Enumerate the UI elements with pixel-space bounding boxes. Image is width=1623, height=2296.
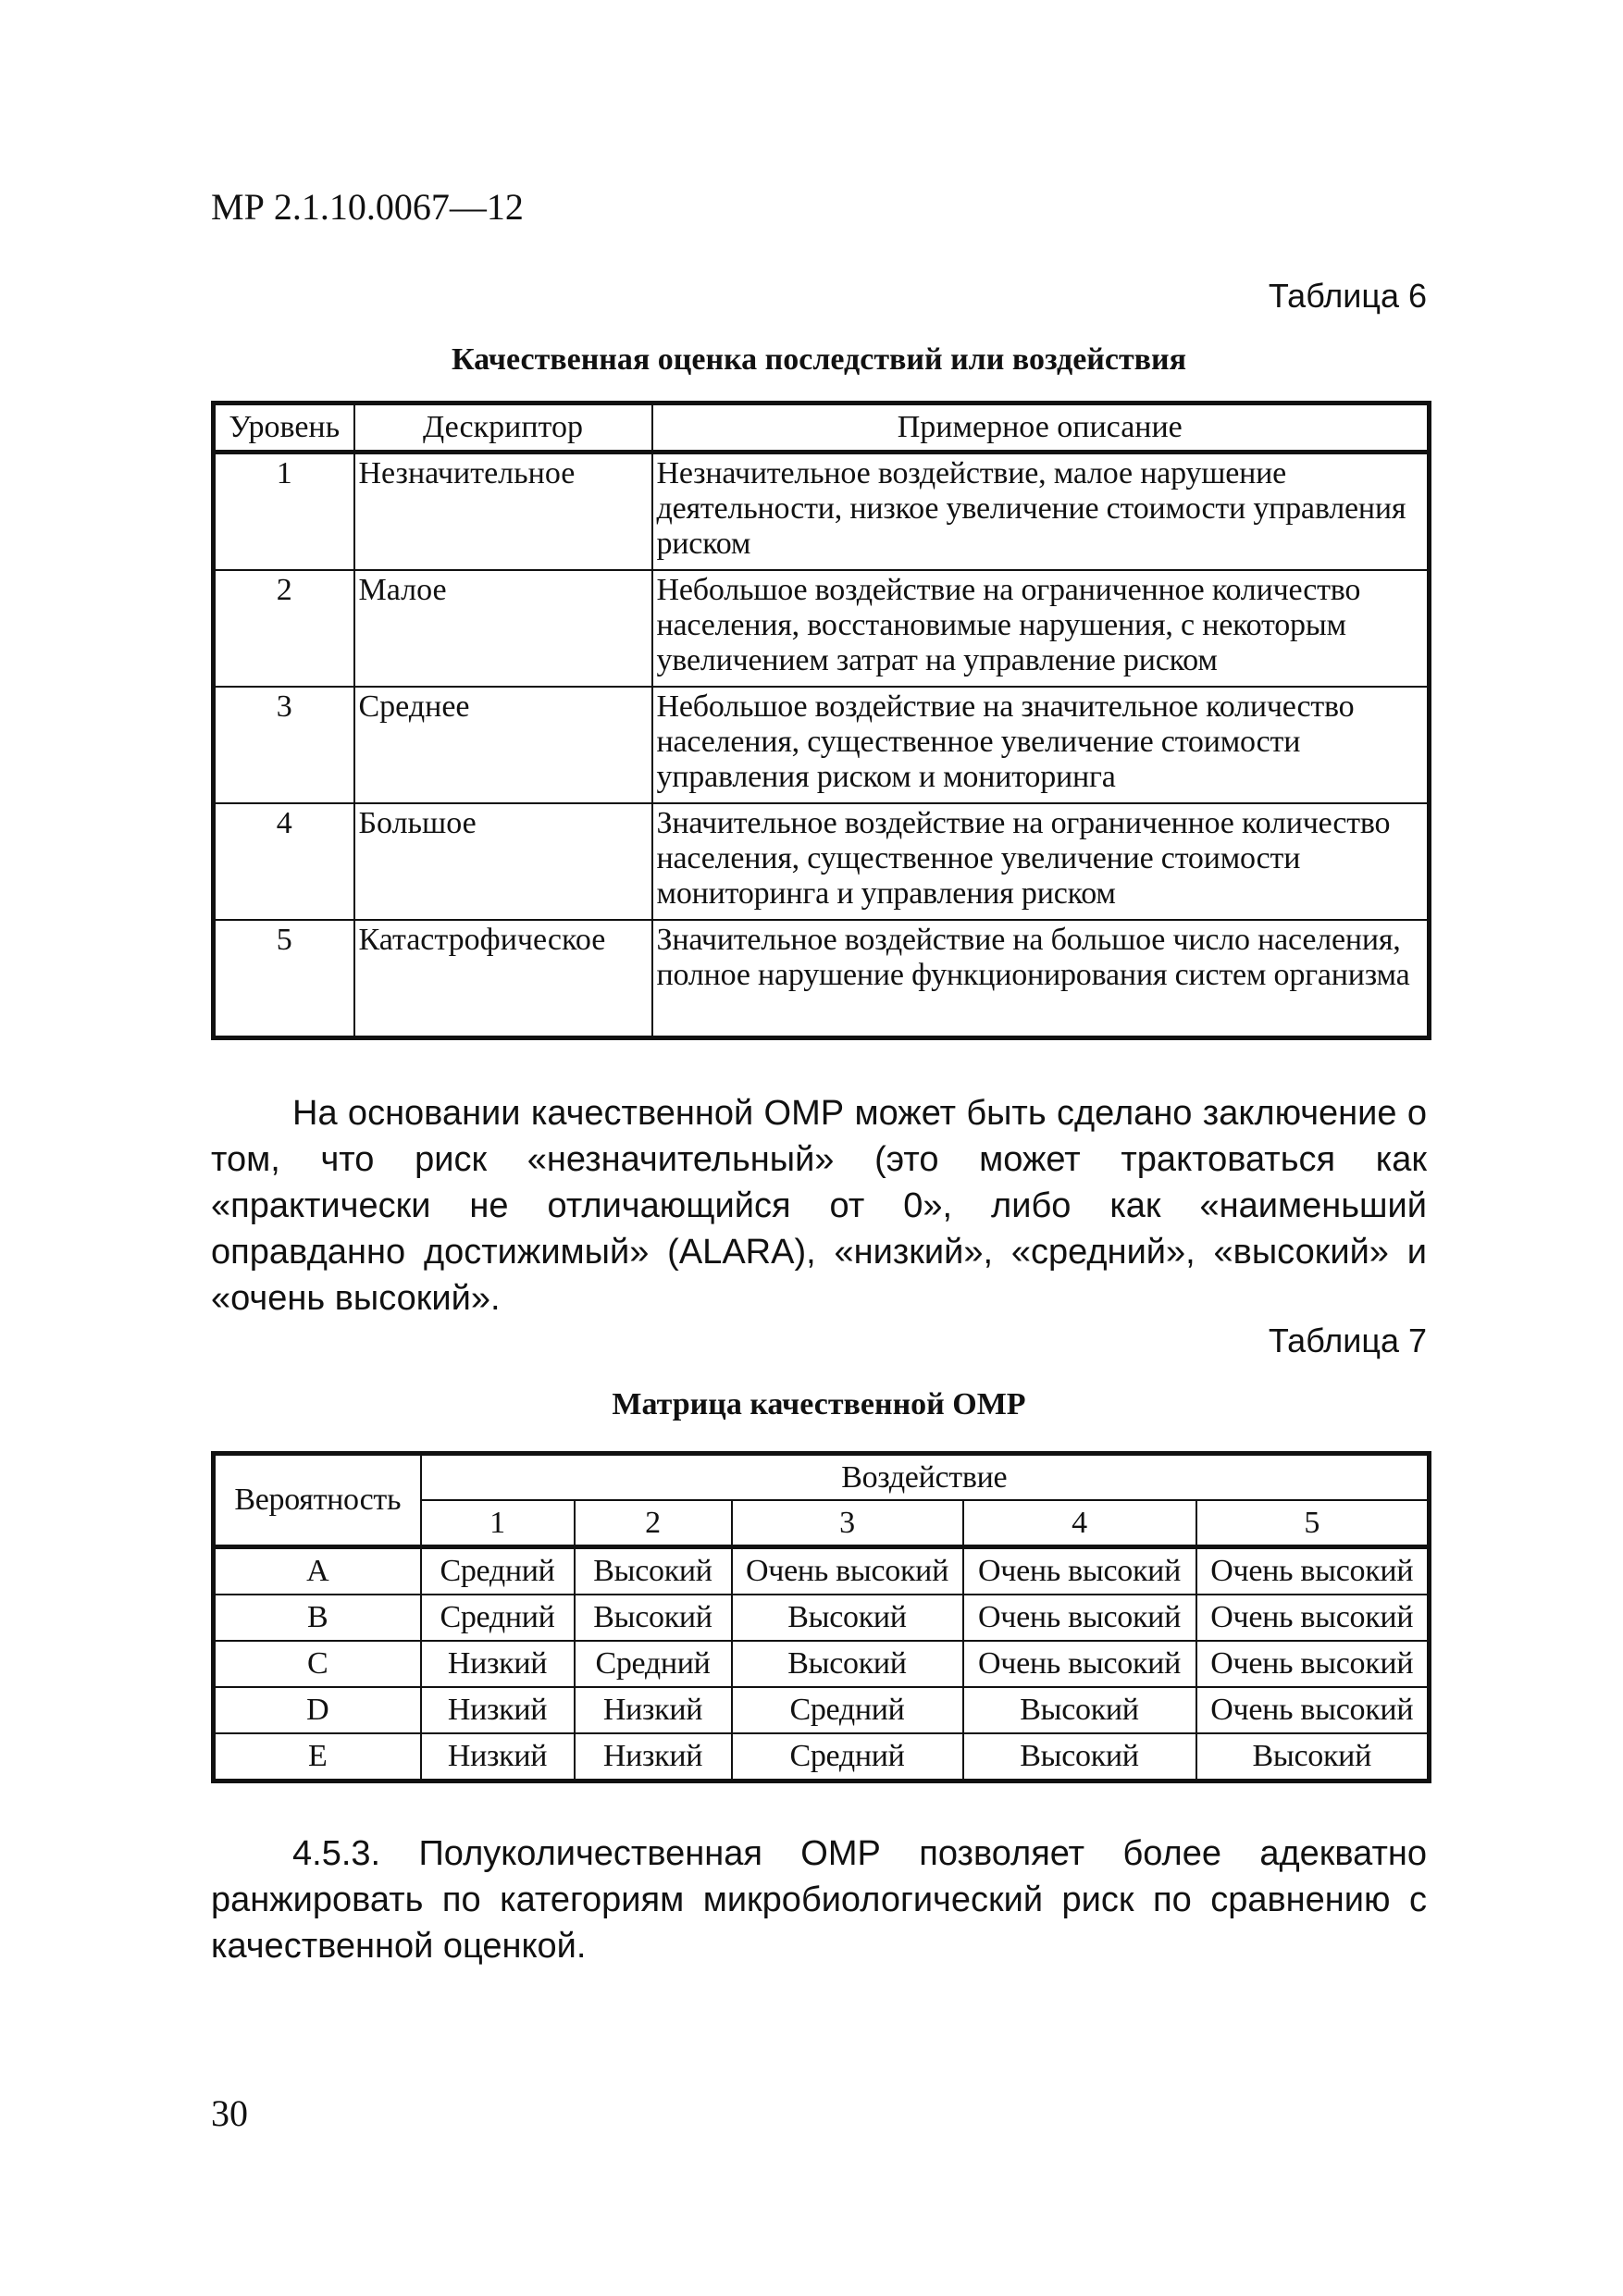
table6-cell-description: Незначительное воздействие, малое нарушение деятельности, низкое увеличение стоимости управления риском xyxy=(652,453,1430,571)
table7 xyxy=(211,1451,1431,1783)
table7-row xyxy=(214,1733,1430,1781)
table7-header-impact: Воздействие xyxy=(421,1454,1430,1501)
table6-cell-descriptor: Малое xyxy=(354,570,652,687)
table6-cell-descriptor: Среднее xyxy=(354,687,652,803)
table7-title: Матрица качественной ОМР xyxy=(612,1387,1026,1421)
table7-level: 4 xyxy=(963,1500,1196,1547)
table7-cell: Очень высокий xyxy=(1196,1687,1430,1733)
table7-cell: Средний xyxy=(421,1547,575,1595)
table7-cell: Высокий xyxy=(575,1595,732,1641)
table7-cell-probability: E xyxy=(214,1733,421,1781)
table6-row xyxy=(214,570,1430,687)
table6-title: Качественная оценка последствий или воздействия xyxy=(451,342,1187,377)
paragraph-risk-conclusion: На основании качественной ОМР может быть сделано заключение о том, что риск «незначительный» (это может трактоваться как «практически не отличающийся от 0», либо как «наименьший оправданно достижимый» (ALARA), «низкий», «средний», «высокий» и «очень высокий». xyxy=(211,1094,1427,1318)
table7-cell: Низкий xyxy=(575,1733,732,1781)
table7-row xyxy=(214,1595,1430,1641)
table7-cell: Средний xyxy=(575,1641,732,1687)
table6-cell-description: Значительное воздействие на большое число населения, полное нарушение функционирования систем организма xyxy=(652,920,1430,1038)
table7-cell: Низкий xyxy=(575,1687,732,1733)
table6-row xyxy=(214,453,1430,571)
table7-cell: Очень высокий xyxy=(1196,1641,1430,1687)
table6-header-row xyxy=(214,403,1430,453)
table7-cell: Очень высокий xyxy=(963,1595,1196,1641)
table7-level: 1 xyxy=(421,1500,575,1547)
table7-cell: Высокий xyxy=(963,1733,1196,1781)
table7-cell: Очень высокий xyxy=(963,1641,1196,1687)
table7-label: Таблица 7 xyxy=(1268,1322,1427,1359)
table6-row xyxy=(214,803,1430,920)
table6-cell-level: 4 xyxy=(214,803,354,920)
table7-level: 5 xyxy=(1196,1500,1430,1547)
table7-cell: Низкий xyxy=(421,1641,575,1687)
table7-cell-probability: A xyxy=(214,1547,421,1595)
table7-row xyxy=(214,1641,1430,1687)
table7-cell: Высокий xyxy=(963,1687,1196,1733)
table6-cell-descriptor: Большое xyxy=(354,803,652,920)
table6-cell-level: 5 xyxy=(214,920,354,1038)
paragraph-semi-quantitative: 4.5.3. Полуколичественная ОМР позволяет более адекватно ранжировать по категориям микробиологический риск по сравнению с качественной оценкой. xyxy=(211,1834,1427,1966)
table6-cell-description: Небольшое воздействие на значительное количество населения, существенное увеличение стоимости управления риском и мониторинга xyxy=(652,687,1430,803)
table7-cell: Высокий xyxy=(732,1595,963,1641)
table7-cell-probability: B xyxy=(214,1595,421,1641)
table6-row xyxy=(214,920,1430,1038)
table6-cell-level: 2 xyxy=(214,570,354,687)
table6-row xyxy=(214,687,1430,803)
table6-label: Таблица 6 xyxy=(1268,277,1427,315)
table6-cell-descriptor: Незначительное xyxy=(354,453,652,571)
table7-cell: Низкий xyxy=(421,1733,575,1781)
table7-cell-probability: C xyxy=(214,1641,421,1687)
table7-cell: Средний xyxy=(732,1687,963,1733)
table7-cell: Очень высокий xyxy=(1196,1547,1430,1595)
table6-cell-description: Значительное воздействие на ограниченное количество населения, существенное увеличение стоимости мониторинга и управления риском xyxy=(652,803,1430,920)
table7-cell: Высокий xyxy=(732,1641,963,1687)
table7-group-row xyxy=(214,1454,1430,1501)
table7-level: 3 xyxy=(732,1500,963,1547)
table7-header-probability: Вероятность xyxy=(214,1454,421,1547)
table7-cell: Очень высокий xyxy=(963,1547,1196,1595)
table7-cell: Высокий xyxy=(575,1547,732,1595)
table6-cell-description: Небольшое воздействие на ограниченное количество населения, восстановимые нарушения, с некоторым увеличением затрат на управление риском xyxy=(652,570,1430,687)
table6-header-description: Примерное описание xyxy=(652,403,1430,453)
table6-cell-descriptor: Катастрофическое xyxy=(354,920,652,1038)
table7-row xyxy=(214,1687,1430,1733)
running-head: МР 2.1.10.0067—12 xyxy=(211,186,524,228)
table6-cell-level: 3 xyxy=(214,687,354,803)
table6-header-descriptor: Дескриптор xyxy=(354,403,652,453)
table7-cell: Высокий xyxy=(1196,1733,1430,1781)
table6-header-level: Уровень xyxy=(214,403,354,453)
table7-cell: Средний xyxy=(732,1733,963,1781)
page-number: 30 xyxy=(211,2092,248,2134)
table6-cell-level: 1 xyxy=(214,453,354,571)
table7-row xyxy=(214,1547,1430,1595)
table7-level: 2 xyxy=(575,1500,732,1547)
table6 xyxy=(211,401,1431,1040)
table7-cell: Средний xyxy=(421,1595,575,1641)
table7-cell-probability: D xyxy=(214,1687,421,1733)
table7-cell: Очень высокий xyxy=(732,1547,963,1595)
table7-cell: Очень высокий xyxy=(1196,1595,1430,1641)
table7-cell: Низкий xyxy=(421,1687,575,1733)
